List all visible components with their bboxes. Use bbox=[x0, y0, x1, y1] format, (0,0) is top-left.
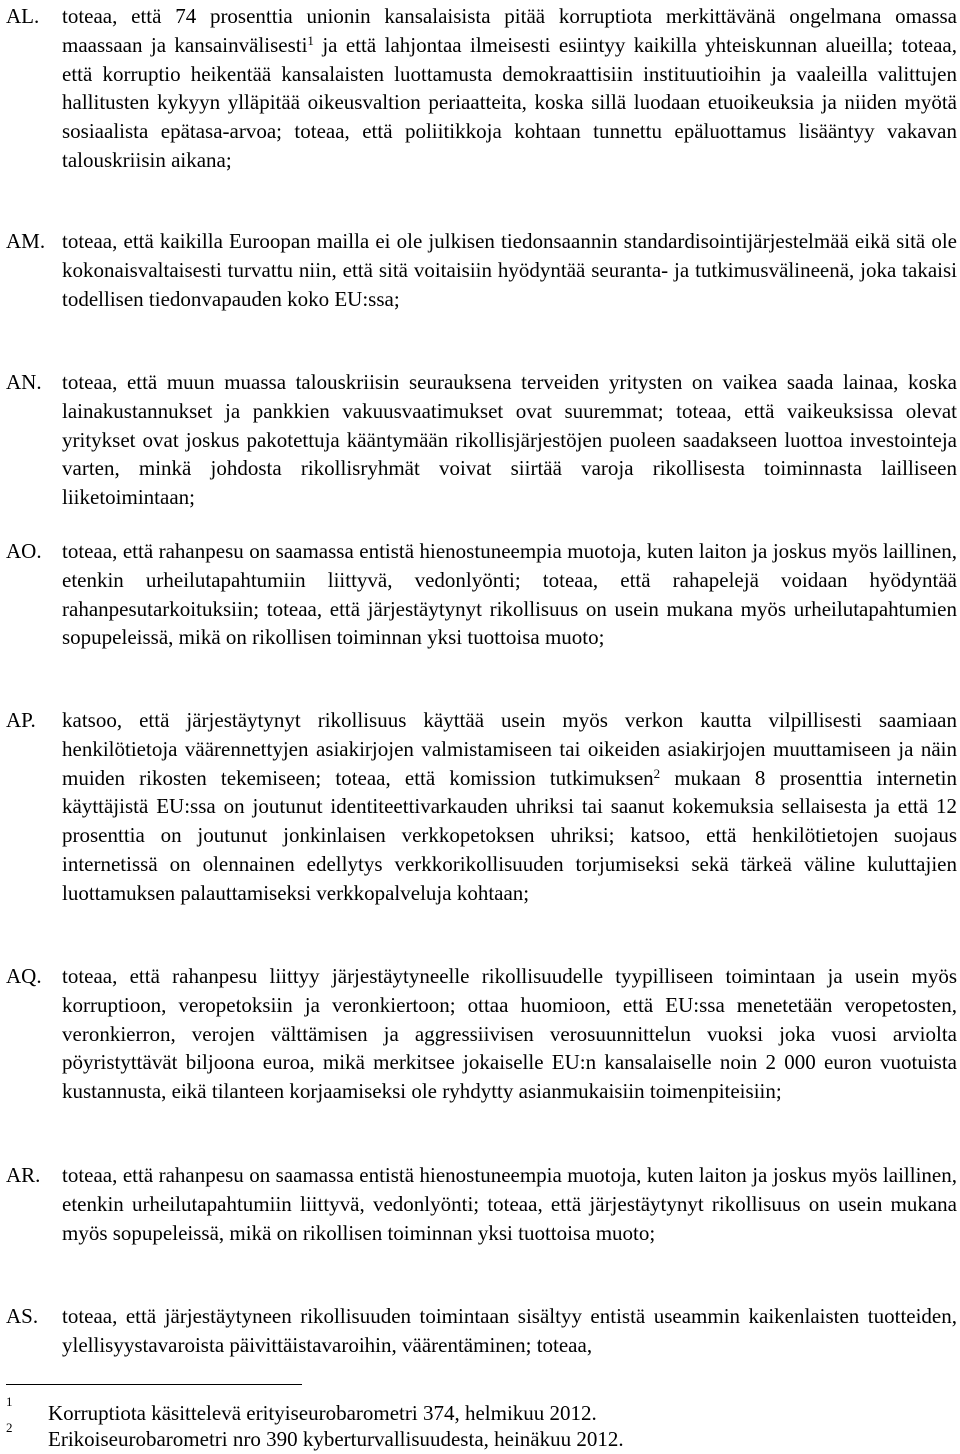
clause-text bbox=[62, 706, 957, 908]
footnote-ref: 1 bbox=[307, 32, 314, 48]
footnote-2 bbox=[0, 1420, 960, 1452]
clause-text: toteaa, että rahanpesu on saamassa entistä hienostuneempia muotoja, kuten laiton ja joskus myös laillinen, etenkin urheilutapahtumiin liittyvä, vedonlyönti; toteaa, että rahapelejä voidaan hyödyntää rahanpesutarkoituksiin; toteaa, että järjestäytynyt rikollisuus on usein mukana myös urheilutapahtumien sopupeleissä, mikä on rikollisen toiminnan yksi tuottoisa muoto; bbox=[62, 539, 957, 650]
clause-text: toteaa, että järjestäytyneen rikollisuuden toimintaan sisältyy entistä useammin kaikenlaisten tuotteiden, ylellisyystavaroista päivittäistavaroihin, väärentäminen; toteaa, bbox=[62, 1304, 957, 1357]
clause-label: AL. bbox=[6, 4, 40, 28]
clause-label: AR. bbox=[6, 1163, 41, 1187]
footnote-number: 1 bbox=[6, 1394, 13, 1409]
clause-label: AM. bbox=[6, 229, 46, 253]
clause-text-part: katsoo, että järjestäytynyt rikollisuus käyttää usein myös verkon kautta vilpillisesti saamiaan henkilötietoja väärennettyjen asiakirjojen valmistamiseen tai oikeiden asiakirjojen muuttamiseen ja näin muiden rikosten tekemiseen; toteaa, että komission tutkimuksen bbox=[62, 708, 957, 790]
clause-text-part: mukaan 8 prosenttia internetin käyttäjistä EU:ssa on joutunut identiteettivarkauden uhriksi tai saanut kokemuksia sellaisesta ja että 12 prosenttia on joutunut jonkinlaisen verkkopetoksen uhriksi; katsoo, että henkilötietojen suojaus internetissä on olennainen edellytys verkkorikollisuuden torjumiseksi sekä tärkeä väline kuluttajien luottamuksen palauttamiseksi verkkopalveluja kohtaan; bbox=[62, 765, 957, 905]
footnote-number: 2 bbox=[6, 1420, 13, 1435]
footnote-text: Korruptiota käsittelevä erityiseurobarometri 374, helmikuu 2012. bbox=[48, 1401, 597, 1425]
clause-label: AN. bbox=[6, 370, 42, 394]
footnote-text: Erikoiseurobarometri nro 390 kyberturvallisuudesta, heinäkuu 2012. bbox=[48, 1427, 624, 1451]
clause-label: AQ. bbox=[6, 964, 42, 988]
clause-text bbox=[62, 2, 957, 175]
clause-label: AO. bbox=[6, 539, 42, 563]
clause-label: AS. bbox=[6, 1304, 39, 1328]
clause-text: toteaa, että muun muassa talouskriisin seurauksena terveiden yritysten on vaikea saada lainaa, koska lainakustannukset ja pankkien vakuusvaatimukset ovat suuremmat; toteaa, että vaikeuksissa olevat yritykset ovat joskus pakotettuja kääntymään rikollisjärjestöjen puoleen saadakseen luottoa investointeja varten, minkä johdosta rikollisryhmät voivat siirtää varoja rikollisesta toiminnasta lailliseen liiketoimintaan; bbox=[62, 370, 957, 510]
footnote-1 bbox=[0, 1394, 960, 1426]
clause-text: toteaa, että kaikilla Euroopan mailla ei ole julkisen tiedonsaannin standardisointijärjestelmää eikä sitä ole kokonaisvaltaisesti turvattu niin, että sitä voitaisiin hyödyntää seuranta- ja tutkimusvälineenä, joka takaisi todellisen tiedonvapauden koko EU:ssa; bbox=[62, 229, 957, 311]
footnote-separator bbox=[6, 1384, 302, 1385]
clause-text-part: ja että lahjontaa ilmeisesti esiintyy kaikilla yhteiskunnan alueilla; toteaa, että korruptio heikentää kansalaisten luottamusta demokraattisiin instituutioihin ja vaaleilla valittujen hallitusten kykyyn ylläpitää oikeusvaltion periaatteita, koska sillä luodaan etuoikeuksia ja niiden myötä sosiaalista epätasa-arvoa; toteaa, että poliitikkoja kohtaan tunnettu epäluottamus lisääntyy vakavan talouskriisin aikana; bbox=[62, 32, 958, 172]
footnote-ref: 2 bbox=[653, 765, 661, 781]
clause-text: toteaa, että rahanpesu on saamassa entistä hienostuneempia muotoja, kuten laiton ja joskus myös laillinen, etenkin urheilutapahtumiin liittyvä, vedonlyönti; toteaa, että järjestäytynyt rikollisuus on usein mukana myös sopupeleissä, mikä on rikollisen toiminnan yksi tuottoisa muoto; bbox=[62, 1163, 957, 1245]
clause-text: toteaa, että rahanpesu liittyy järjestäytyneelle rikollisuudelle tyypilliseen toimintaan ja usein myös korruptioon, veropetoksiin ja veronkiertoon; ottaa huomioon, että EU:ssa menetetään veropetosten, veronkierron, verojen välttämisen ja aggressiivisen verosuunnittelun vuoksi joka vuosi arviolta pöyristyttävät biljoona euroa, mikä merkitsee jokaiselle EU:n kansalaiselle noin 2 000 euron vuotuista kustannusta, eikä tilanteen korjaamiseksi ole ryhdytty asianmukaisiin toimenpiteisiin; bbox=[62, 964, 957, 1104]
clause-text-part: toteaa, että 74 prosenttia unionin kansalaisista pitää korruptiota merkittävänä ongelmana omassa maassaan ja kansainvälisesti bbox=[62, 4, 957, 57]
clause-label: AP. bbox=[6, 708, 36, 732]
